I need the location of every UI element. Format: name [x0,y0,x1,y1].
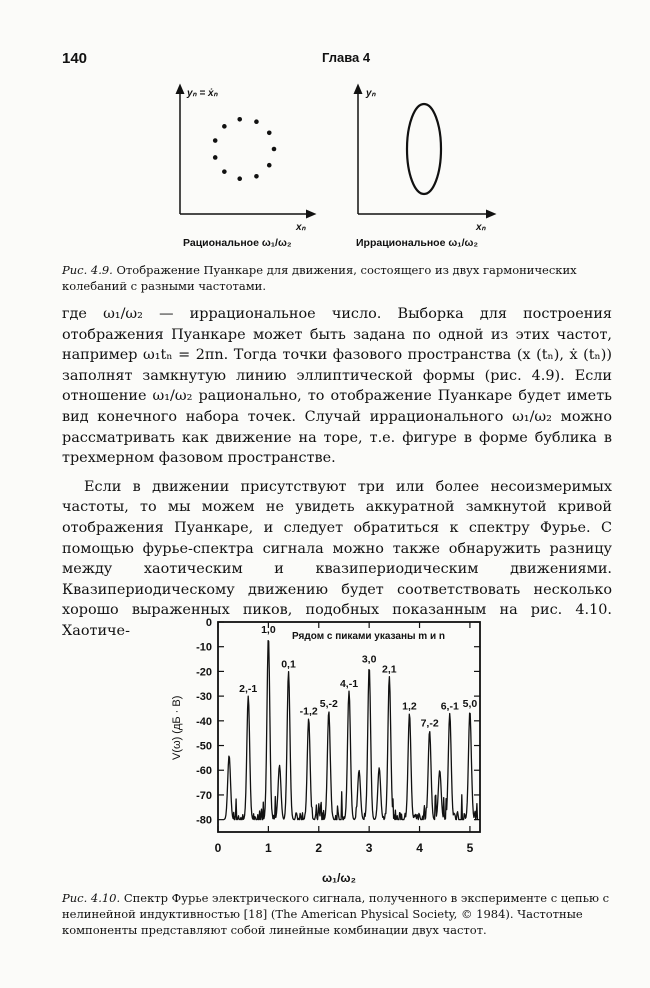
x-tick-label: 4 [416,841,423,855]
peak-label: 6,-1 [440,700,459,713]
irrational-ellipse [407,104,441,194]
body-text [62,304,612,642]
rational-point [237,117,242,122]
spectrum-line [224,641,478,820]
right-x-axis-label: xₙ [476,222,486,233]
peak-label: 0,1 [281,658,296,671]
peak-label: 5,0 [462,697,478,710]
figure-4-9-label: Рис. 4.9. [62,263,113,277]
left-x-axis-label: xₙ [296,222,306,233]
peak-label: 1,2 [402,700,417,713]
left-plot-title: Рациональное ω₁/ω₂ [183,237,292,249]
rational-point [272,147,277,152]
x-tick-label: 5 [466,841,474,855]
right-plot-title: Иррациональное ω₁/ω₂ [356,237,479,249]
page-number: 140 [62,50,88,67]
paragraph-2: Если в движении присутствуют три или более несоизмеримых частоты, то мы можем не увидеть аккуратной замкнутой кривой отображения Пуанкаре, и следует обратиться к спектру Фурье. С помощью фурье-спектра сигнала можно также обнаружить разницу между хаотическим и квазипериодическим движениями. Квазипериодическому движению будет соответствовать несколько хорошо выраженных пиков, подобных показанным на рис. 4.10. Хаотиче- [62,478,612,639]
rational-point [237,176,242,181]
y-tick-label: -50 [196,740,212,753]
rational-point [222,124,227,129]
rational-point [213,155,218,160]
right-y-axis-label: yₙ [366,88,376,99]
peak-label: -1,2 [299,705,318,718]
rational-point [254,119,259,124]
y-tick-label: -40 [196,715,212,728]
peak-label: 3,0 [361,653,377,666]
y-tick-label: -10 [196,641,212,654]
figure-4-9-caption [62,262,612,294]
peak-label: 2,1 [382,663,397,676]
peak-label: 5,-2 [319,697,338,710]
rational-point [213,138,218,143]
figure-4-9-caption-text: Отображение Пуанкаре для движения, состоящего из двух гармонических колебаний с разными частотами. [62,263,577,293]
y-tick-label: -70 [196,789,212,802]
rational-point [254,174,259,179]
rational-point [222,169,227,174]
x-tick-label: 1 [265,841,272,855]
peak-label: 1,0 [261,623,276,636]
rational-points [213,117,276,181]
y-tick-label: -30 [196,691,212,704]
peak-label: 2,-1 [239,683,258,696]
x-tick-label: 3 [365,841,373,855]
figure-4-10 [0,610,650,890]
peak-label: 7,-2 [420,717,439,730]
paragraph-1: где ω₁/ω₂ — иррациональное число. Выборка для построения отображения Пуанкаре может быть задана по одной из этих частот, например ω₁tₙ = 2πn. Тогда точки фазового пространства (x (tₙ), ẋ (tₙ)) заполнят замкнутую линию эллиптической формы (рис. 4.9). Если отношение ω₁/ω₂ рационально, то отображение Пуанкаре будет иметь вид конечного набора точек. Случай иррационального ω₁/ω₂ можно рассматривать как движение на торе, т.е. фигуре в форме бублика в трехмерном фазовом пространстве. [62,306,612,467]
figure-4-10-caption-text: Спектр Фурье электрического сигнала, полученного в эксперименте с цепью с нелинейной индуктивностью [18] (The American Physical Society, © 1984). Частотные компоненты представляют собой линейные комбинации двух частот. [62,891,610,937]
left-y-axis-label: yₙ = ẋₙ [187,88,218,99]
figure-4-10-label: Рис. 4.10. [62,891,121,905]
chapter-title: Глава 4 [322,50,371,65]
figure-4-10-caption [62,890,612,938]
y-tick-label: -80 [196,814,212,827]
x-tick-label: 0 [214,841,222,855]
x-tick-label: 2 [315,841,323,855]
rational-point [267,130,272,135]
y-axis-label: V(ω) (дБ · В) [171,695,183,760]
rational-point [267,163,272,168]
y-tick-label: 0 [205,617,212,629]
plot-frame [218,622,480,832]
figure-4-9 [0,70,650,255]
x-axis-label: ω₁/ω₂ [322,871,356,885]
y-tick-label: -20 [196,666,212,679]
y-tick-label: -60 [196,765,212,778]
chart-annotation: Рядом с пиками указаны m и n [292,631,446,642]
peak-label: 4,-1 [339,678,359,691]
